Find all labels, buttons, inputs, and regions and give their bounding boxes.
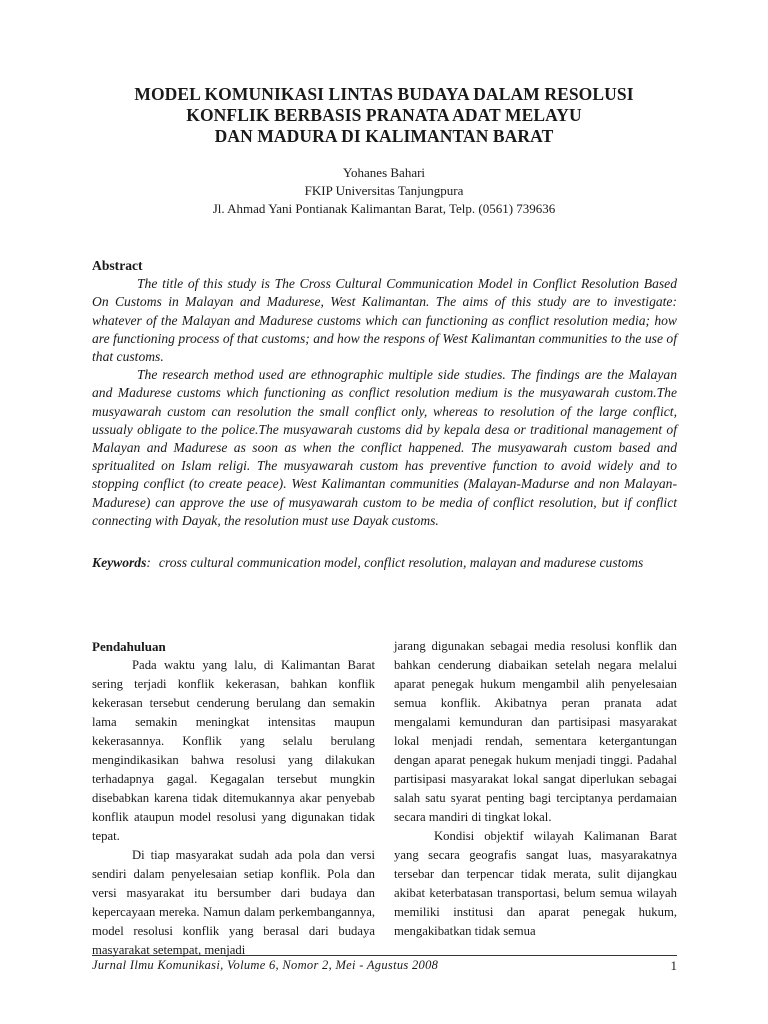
journal-citation: Jurnal Ilmu Komunikasi, Volume 6, Nomor 2, Mei - Agustus 2008 bbox=[92, 958, 439, 972]
body-paragraph: Di tiap masyarakat sudah ada pola dan versi sendiri dalam penyelesaian setiap konflik. Pola dan versi masyarakat itu bersumber dari budaya dan kepercayaan mereka. Namun dalam perkembangannya, model resolusi konflik yang berasal dari budaya masyarakat setempat, menjadi bbox=[92, 848, 375, 957]
author-address: Jl. Ahmad Yani Pontianak Kalimantan Barat, Telp. (0561) 739636 bbox=[212, 201, 556, 216]
author-name: Yohanes Bahari bbox=[342, 165, 426, 180]
keywords-text: cross cultural communication model, conflict resolution, malayan and madurese customs bbox=[158, 555, 644, 570]
title-line-1: MODEL KOMUNIKASI LINTAS BUDAYA DALAM RESOLUSI bbox=[134, 84, 634, 104]
footer-divider bbox=[92, 955, 677, 956]
section-heading: Pendahuluan bbox=[92, 639, 166, 654]
abstract-heading: Abstract bbox=[92, 258, 143, 273]
keywords-section bbox=[92, 554, 677, 572]
body-paragraph: jarang digunakan sebagai media resolusi konflik dan bahkan cenderung diabaikan setelah negara melalui aparat penegak hukum mengambil alih penyelesaian semua konflik. Akibatnya peran pranata adat mengalami kemunduran dan partisipasi masyarakat lokal menjadi rendah, sementara ketergantungan dengan aparat penegak hukum menjadi tinggi. Padahal partisipasi masyarakat lokal sangat diperlukan sebagai salah satu syarat penting bagi terciptanya perdamaian secara mandiri di tingkat lokal. bbox=[394, 639, 677, 824]
author-block bbox=[60, 164, 708, 218]
body-column-right bbox=[394, 637, 677, 941]
body-paragraph: Kondisi objektif wilayah Kalimanan Barat yang secara geografis sangat luas, masyarakatnya tersebar dan terpencar tidak merata, sulit dijangkau akibat keterbatasan transportasi, belum semua wilayah memiliki institusi dan aparat penegak hukum, mengakibatkan tidak semua bbox=[394, 829, 677, 938]
page-number: 1 bbox=[670, 958, 677, 973]
keywords-label: Keywords: bbox=[92, 555, 151, 570]
paper-title bbox=[60, 84, 708, 147]
title-line-2: KONFLIK BERBASIS PRANATA ADAT MELAYU bbox=[186, 105, 582, 125]
abstract-paragraph-1: The title of this study is The Cross Cultural Communication Model in Conflict Resolution Based On Customs in Malayan and Madurese, West Kalimantan. The aims of this study are to investigate: whatever of the Malayan and Madurese customs which can functioning as conflict resolution media; how are functioning process of that customs; and how the respons of West Kalimantan communities to the use of that customs. bbox=[92, 276, 677, 365]
body-paragraph: Pada waktu yang lalu, di Kalimantan Barat sering terjadi konflik kekerasan, bahkan konflik kekerasan tersebut cenderung berulang dan semakin lama semakin meningkat intensitas maupun kekerasannya. Konflik yang selalu berulang mengindikasikan bahwa resolusi yang dilakukan terhadapnya gagal. Kegagalan tersebut mungkin disebabkan karena tidak ditemukannya akar penyebab konflik ataupun model resolusi yang digunakan tidak tepat. bbox=[92, 658, 375, 843]
title-line-3: DAN MADURA DI KALIMANTAN BARAT bbox=[214, 126, 554, 146]
abstract-section bbox=[92, 257, 677, 530]
abstract-paragraph-2: The research method used are ethnographic multiple side studies. The findings are the Malayan and Madurese customs which functioning as conflict resolution medium is the musyawarah custom.The musyawarah custom can resolution the small conflict only, whereas to resolution of the large conflict, ussualy obligate to the police.The musyawarah customs did by kepala desa or traditional management of Malayan and Madurese as soon as when the conflict happened. The musyawarah custom based and spritualited on Islam religi. The musyawarah custom has preventive function to avoid widely and to stopping conflict (to create peace). West Kalimantan communities (Malayan-Madurse and non Malayan-Madurese) can approve the use of musyawarah custom to be media of conflict resolution, but if conflict connecting with Dayak, the resolution must use Dayak customs. bbox=[92, 367, 677, 528]
body-column-left bbox=[92, 637, 375, 960]
author-affiliation: FKIP Universitas Tanjungpura bbox=[304, 183, 464, 198]
